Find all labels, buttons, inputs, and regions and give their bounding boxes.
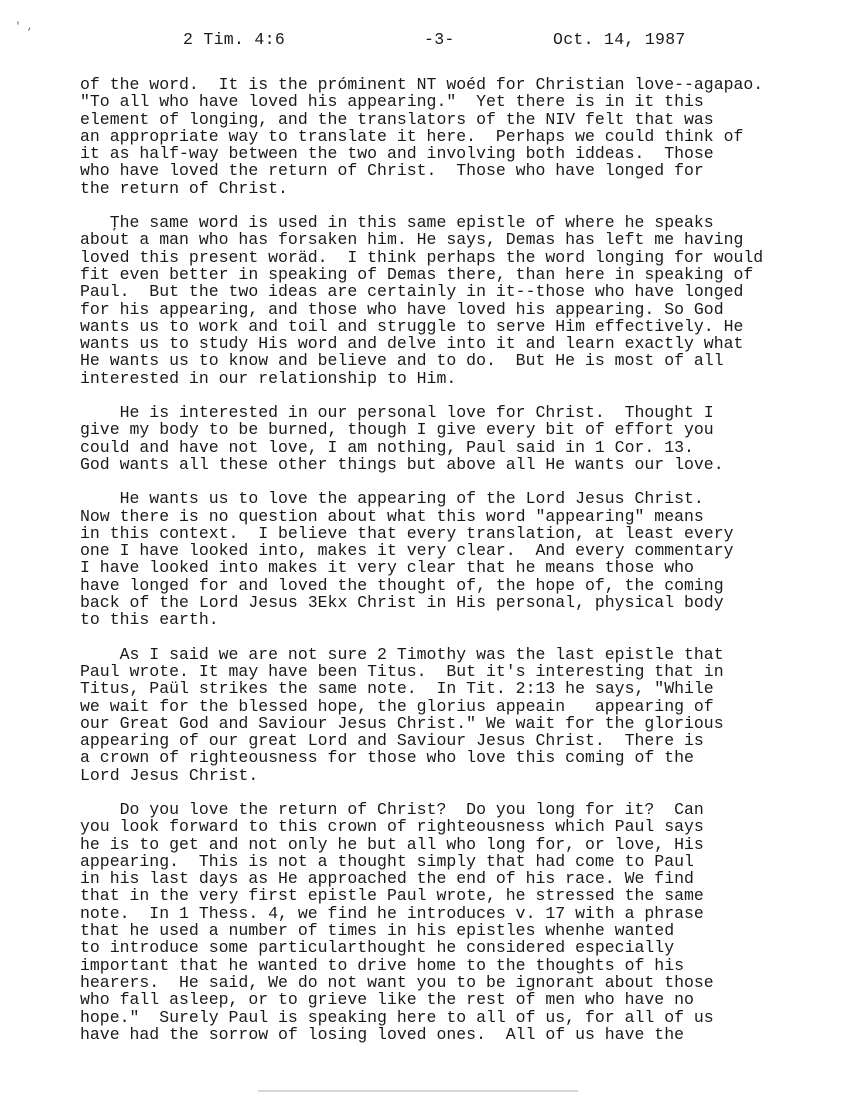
text-line: appearing of our great Lord and Saviour Jesus Christ. There is <box>80 731 704 751</box>
text-line: loved this present woräd. I think perhaps the word longing for would <box>80 247 764 267</box>
text-line: God wants all these other things but above all He wants our love. <box>80 454 724 474</box>
footer-rule <box>258 1090 578 1092</box>
text-line: a crown of righteousness for those who love this coming of the <box>80 748 694 768</box>
margin-marks: ' , <box>15 22 34 33</box>
text-line: wants us to work and toil and struggle to serve Him effectively. He <box>80 316 744 336</box>
text-line: Ţhe same word is used in this same epistle of where he speaks <box>80 213 714 233</box>
text-line: give my body to be burned, though I give every bit of effort you <box>80 420 714 440</box>
date: Oct. 14, 1987 <box>553 30 686 49</box>
text-line: He is interested in our personal love for Christ. Thought I <box>80 403 714 423</box>
text-line: about a man who has forsaken him. He says, Demas has left me having <box>80 230 744 250</box>
text-line: important that he wanted to drive home to the thoughts of his <box>80 955 684 975</box>
text-line: element of longing, and the translators of the NIV felt that was <box>80 109 714 129</box>
paragraph <box>80 490 810 628</box>
text-line: have longed for and loved the thought of, the hope of, the coming <box>80 575 724 595</box>
text-line: the return of Christ. <box>80 178 288 198</box>
text-line: could and have not love, I am nothing, Paul said in 1 Cor. 13. <box>80 437 694 457</box>
text-line: Paul. But the two ideas are certainly in it--those who have longed <box>80 282 744 302</box>
paragraph <box>80 801 810 1043</box>
text-line: to introduce some particularthought he considered especially <box>80 938 675 958</box>
text-line: Lord Jesus Christ. <box>80 765 259 785</box>
text-line: have had the sorrow of losing loved ones. All of us have the <box>80 1024 684 1044</box>
text-line: that in the very first epistle Paul wrote, he stressed the same <box>80 886 704 906</box>
paragraph <box>80 404 810 473</box>
text-line: He wants us to know and believe and to do. But He is most of all <box>80 351 724 371</box>
text-line: appearing. This is not a thought simply that had come to Paul <box>80 851 694 871</box>
text-line: an appropriate way to translate it here. Perhaps we could think of <box>80 126 744 146</box>
paragraph <box>80 214 810 387</box>
body-text <box>80 76 810 1060</box>
text-line: Titus, Paül strikes the same note. In Tit. 2:13 he says, "While <box>80 679 714 699</box>
page-header <box>0 30 850 52</box>
page-number: -3- <box>424 30 455 49</box>
text-line: fit even better in speaking of Demas there, than here in speaking of <box>80 264 754 284</box>
paragraph <box>80 646 810 784</box>
text-line: our Great God and Saviour Jesus Christ." We wait for the glorious <box>80 713 724 733</box>
text-line: who have loved the return of Christ. Those who have longed for <box>80 161 704 181</box>
text-line: of the word. It is the próminent NT woéd for Christian love--agapao. <box>80 75 764 94</box>
text-line: in this context. I believe that every translation, at least every <box>80 523 734 543</box>
text-line: interested in our relationship to Him. <box>80 368 457 388</box>
text-line: note. In 1 Thess. 4, we find he introduces v. 17 with a phrase <box>80 903 704 923</box>
text-line: Do you love the return of Christ? Do you long for it? Can <box>80 799 704 819</box>
text-line: for his appearing, and those who have loved his appearing. So God <box>80 299 724 319</box>
text-line: that he used a number of times in his epistles whenhe wanted <box>80 921 675 941</box>
text-line: one I have looked into, makes it very clear. And every commentary <box>80 541 734 561</box>
text-line: wants us to study His word and delve into it and learn exactly what <box>80 334 744 354</box>
scripture-reference: 2 Tim. 4:6 <box>183 30 286 49</box>
text-line: hearers. He said, We do not want you to be ignorant about those <box>80 972 714 992</box>
text-line: Now there is no question about what this word "appearing" means <box>80 506 704 526</box>
text-line: it as half-way between the two and involving both iddeas. Those <box>80 144 714 164</box>
text-line: he is to get and not only he but all who long for, or love, His <box>80 834 704 854</box>
text-line: who fall asleep, or to grieve like the rest of men who have no <box>80 990 694 1010</box>
text-line: we wait for the blessed hope, the glorius appeain appearing of <box>80 696 714 716</box>
text-line: in his last days as He approached the end of his race. We find <box>80 869 694 889</box>
text-line: to this earth. <box>80 610 219 630</box>
text-line: I have looked into makes it very clear that he means those who <box>80 558 694 578</box>
text-line: you look forward to this crown of righteousness which Paul says <box>80 817 704 837</box>
text-line: hope." Surely Paul is speaking here to all of us, for all of us <box>80 1007 714 1027</box>
text-line: back of the Lord Jesus 3Ekx Christ in His personal, physical body <box>80 593 724 613</box>
text-line: Paul wrote. It may have been Titus. But it's interesting that in <box>80 661 724 681</box>
text-line: As I said we are not sure 2 Timothy was the last epistle that <box>80 644 724 664</box>
text-line: "To all who have loved his appearing." Yet there is in it this <box>80 92 704 112</box>
text-line: He wants us to love the appearing of the Lord Jesus Christ. <box>80 489 704 509</box>
paragraph <box>80 76 810 197</box>
